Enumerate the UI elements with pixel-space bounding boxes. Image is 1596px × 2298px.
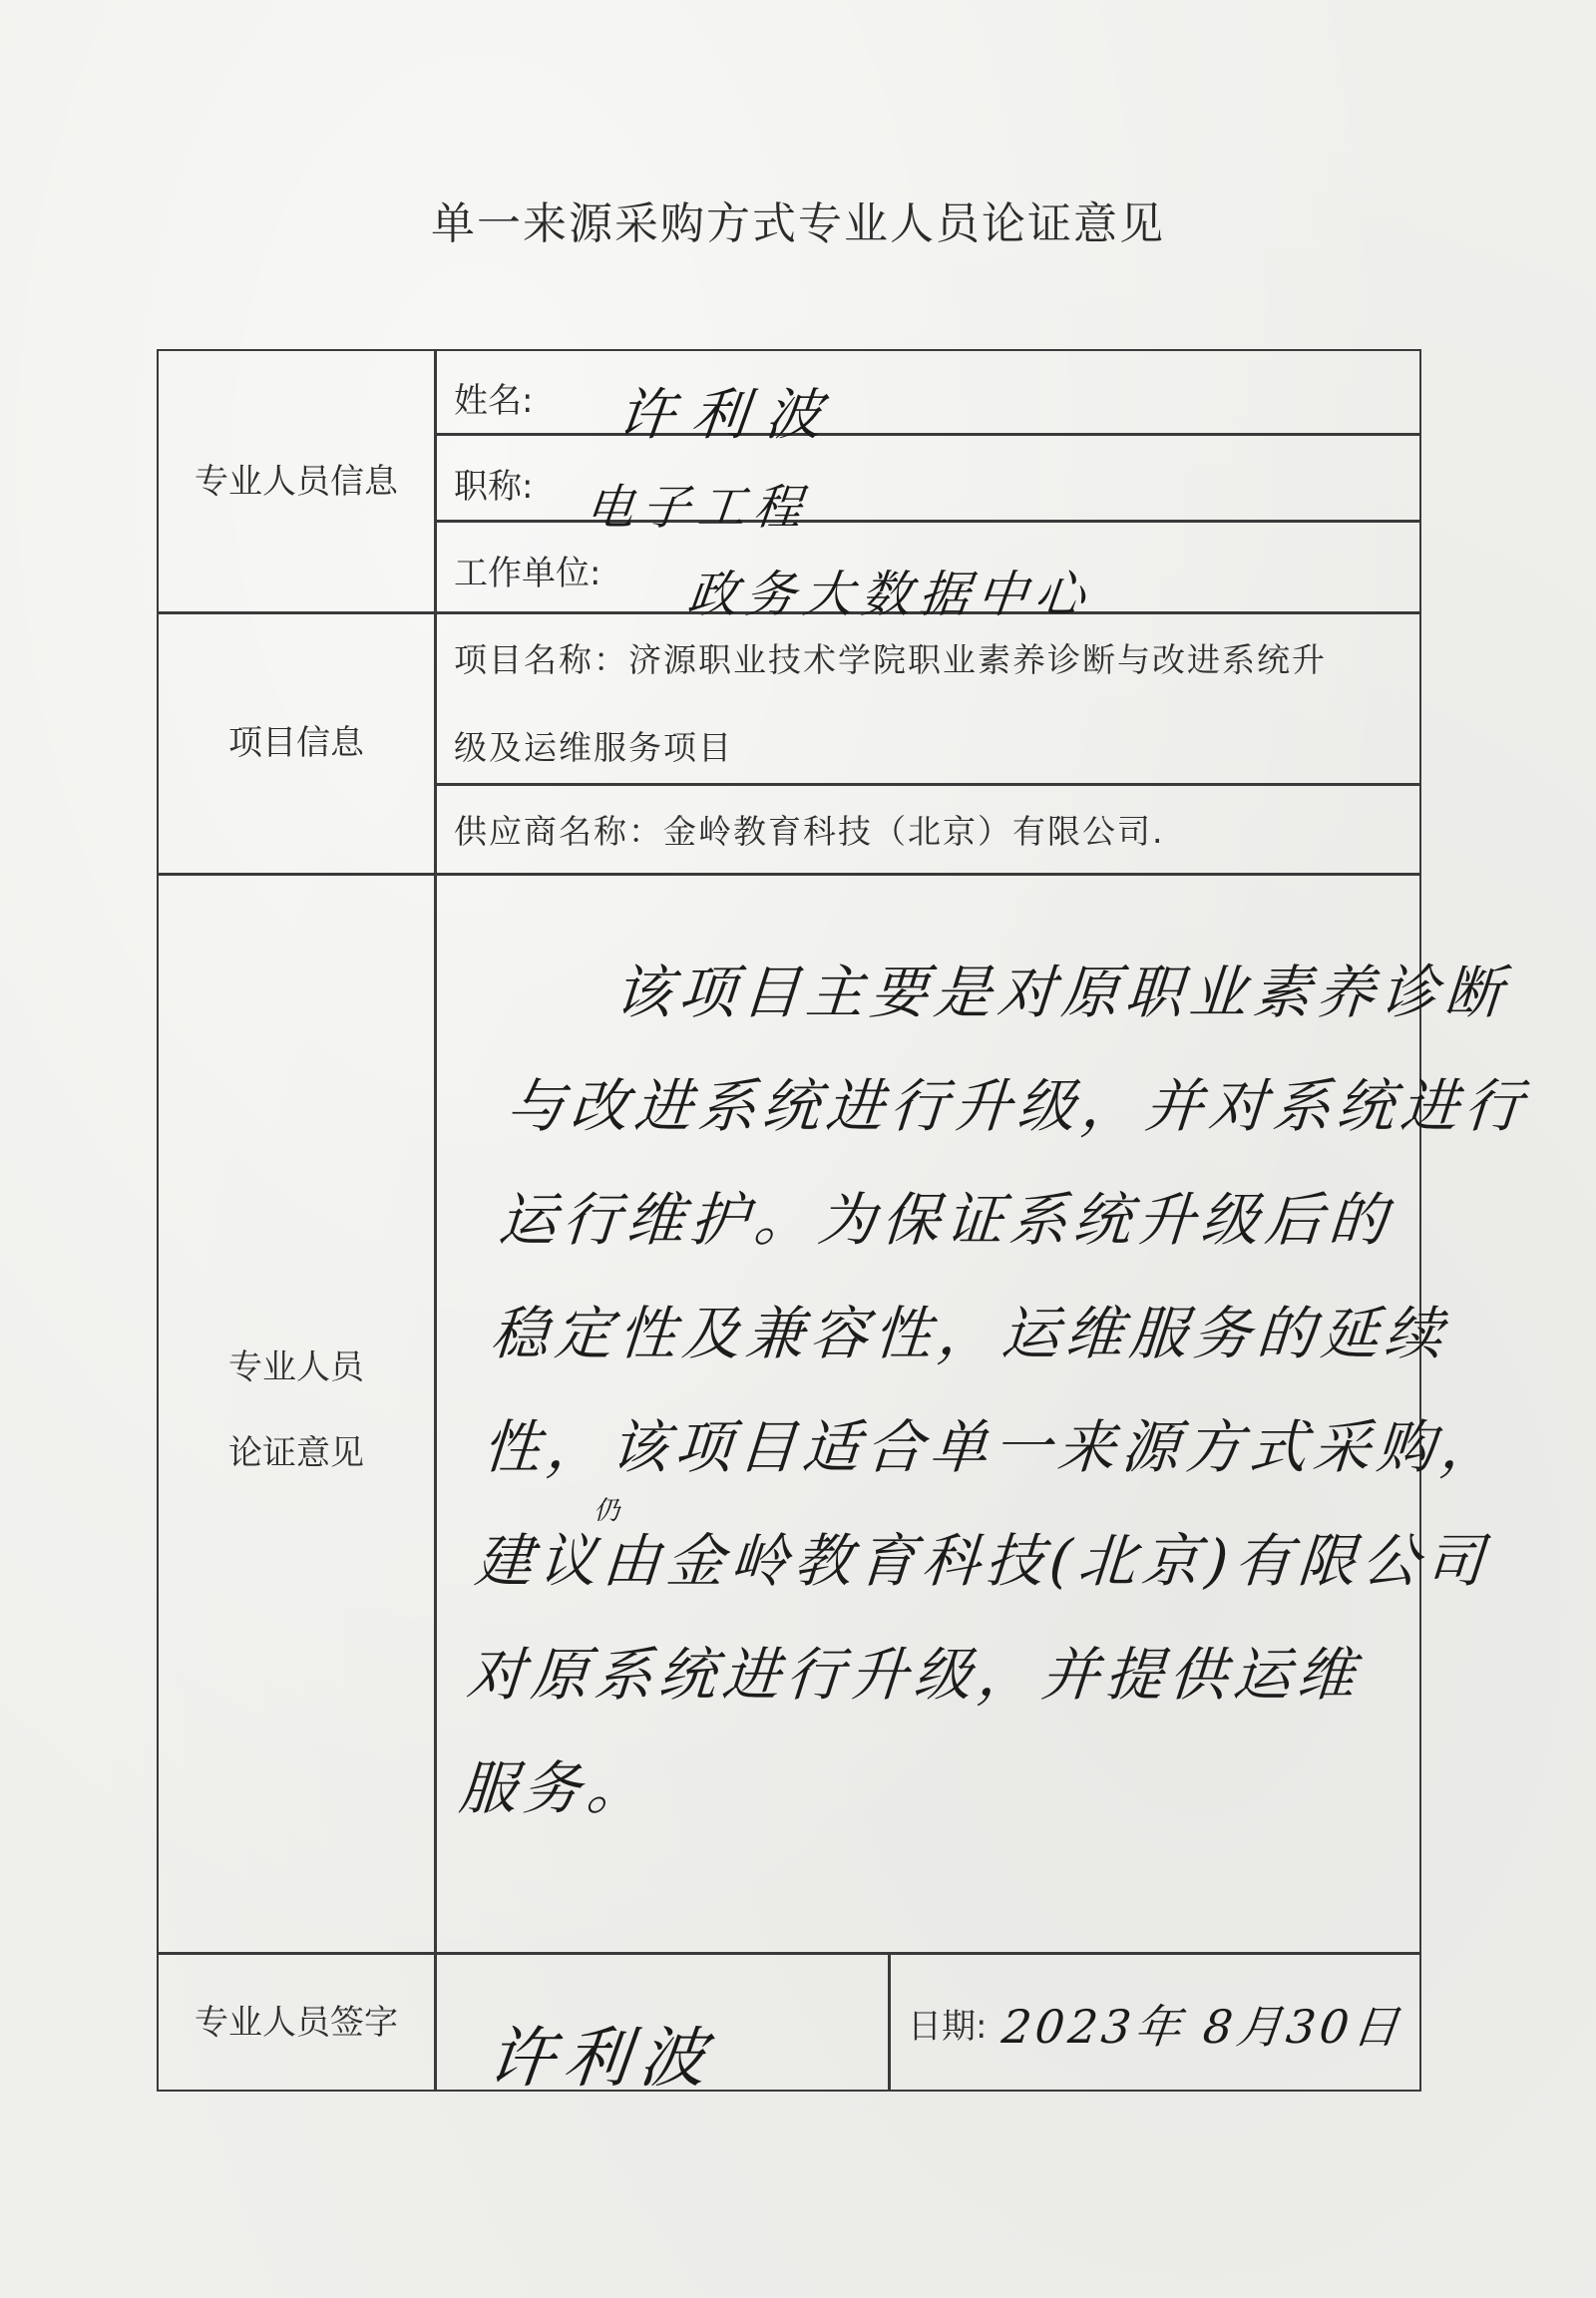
row-divider [434,783,1421,786]
opinion-line: 服务。 [456,1754,653,1822]
handwritten-opinion [455,936,1531,1845]
title-label: 职称: [454,467,534,507]
row-divider [157,1952,1421,1955]
document-title: 单一来源采购方式专业人员论证意见 [431,198,1165,249]
row-divider [434,520,1421,523]
opinion-category-line2: 论证意见 [228,1433,364,1473]
project-info-category: 项目信息 [228,723,364,763]
name-value: 许利波 [614,383,843,448]
opinion-line: 运行维护。为保证系统升级后的 [496,1186,1396,1254]
project-name-line1: 项目名称：济源职业技术学院职业素养诊断与改进系统升 [454,640,1327,679]
opinion-category-line1: 专业人员 [228,1347,364,1387]
opinion-line: 该项目主要是对原职业素养诊断 [611,958,1511,1026]
opinion-line: 性，该项目适合单一来源方式采购， [480,1413,1507,1481]
row-divider [157,873,1421,876]
handwritten-signature: 许利波 [484,2020,720,2097]
signature-category: 专业人员签字 [195,2003,398,2043]
supplier-name: 供应商名称：金岭教育科技（北京）有限公司. [454,812,1165,851]
date-label: 日期: [908,2007,988,2047]
opinion-line: 建议由金岭教育科技(北京)有限公司 [472,1527,1492,1595]
opinion-line: 与改进系统进行升级，并对系统进行 [504,1072,1531,1140]
unit-label: 工作单位: [454,554,601,593]
opinion-line: 稳定性及兼容性，运维服务的延续 [488,1300,1451,1367]
row-divider [434,433,1421,436]
expert-info-category: 专业人员信息 [195,462,398,502]
date-divider [888,1952,891,2092]
date-value: 2023年 8月30日 [998,2000,1406,2054]
title-value: 电子工程 [583,480,813,536]
handwritten-insertion: 仍 [594,1496,620,1526]
name-label: 姓名: [454,381,534,421]
unit-value: 政务大数据中心 [684,566,1096,623]
project-name-line2: 级及运维服务项目 [454,728,733,767]
opinion-line: 对原系统进行升级，并提供运维 [464,1641,1364,1709]
